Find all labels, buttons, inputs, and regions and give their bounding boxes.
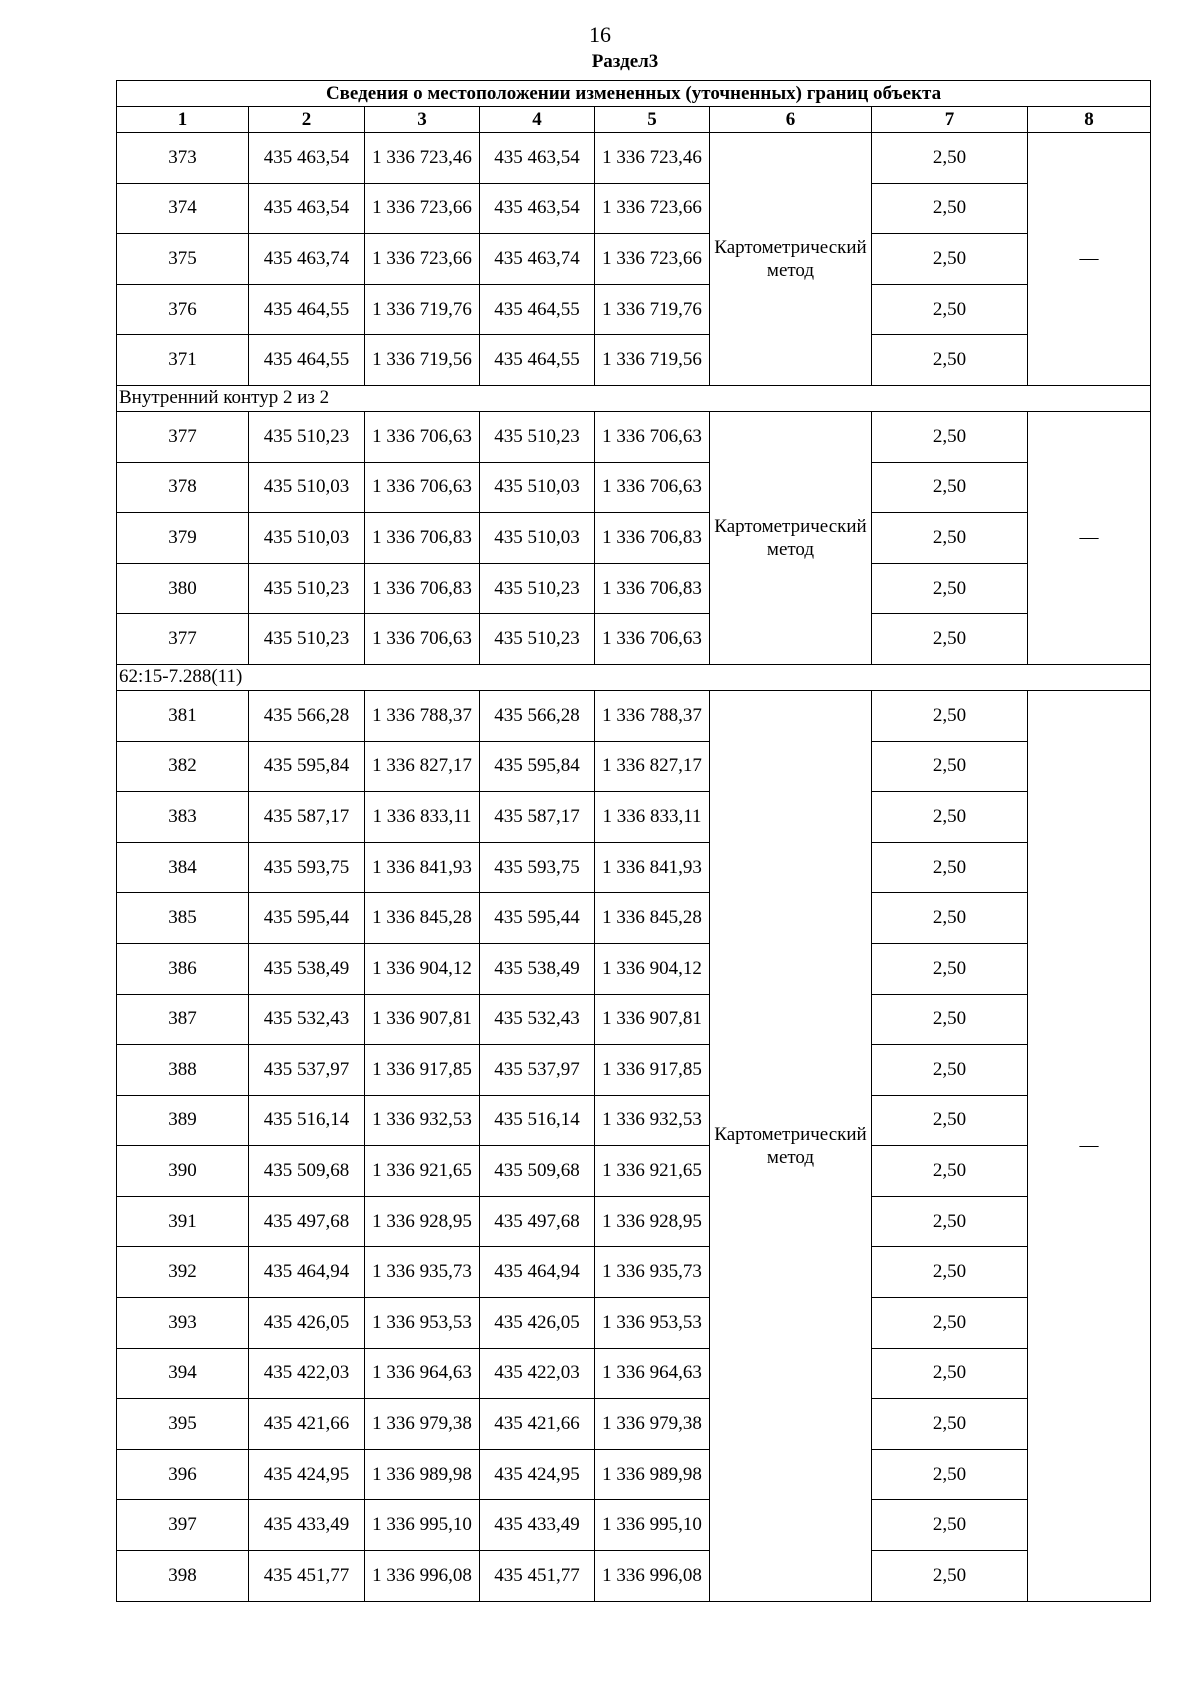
point-number-cell: 388 [117,1045,249,1096]
precision-cell: 2,50 [872,563,1028,614]
x-new-cell: 435 451,77 [480,1551,595,1602]
y-new-cell: 1 336 706,83 [595,563,710,614]
y-new-cell: 1 336 723,66 [595,183,710,234]
x-old-cell: 435 497,68 [249,1196,365,1247]
x-old-cell: 435 587,17 [249,792,365,843]
precision-cell: 2,50 [872,842,1028,893]
y-new-cell: 1 336 706,63 [595,462,710,513]
point-number-cell: 393 [117,1298,249,1349]
contour-label: 62:15-7.288(11) [117,664,1151,690]
y-new-cell: 1 336 932,53 [595,1095,710,1146]
table-row [117,842,1151,893]
table-row [117,1348,1151,1399]
y-old-cell: 1 336 706,63 [365,462,480,513]
column-number: 8 [1028,107,1151,133]
point-number-cell: 398 [117,1551,249,1602]
x-new-cell: 435 464,55 [480,284,595,335]
table-row [117,690,1151,741]
x-new-cell: 435 421,66 [480,1399,595,1450]
point-number-cell: 379 [117,513,249,564]
table-row [117,1449,1151,1500]
point-number-cell: 376 [117,284,249,335]
x-old-cell: 435 510,03 [249,513,365,564]
y-new-cell: 1 336 723,66 [595,234,710,285]
table-row [117,1095,1151,1146]
x-old-cell: 435 426,05 [249,1298,365,1349]
contour-label-row [117,664,1151,690]
precision-cell: 2,50 [872,513,1028,564]
y-old-cell: 1 336 706,63 [365,411,480,462]
precision-cell: 2,50 [872,411,1028,462]
point-number-cell: 397 [117,1500,249,1551]
y-old-cell: 1 336 964,63 [365,1348,480,1399]
x-old-cell: 435 510,23 [249,411,365,462]
precision-cell: 2,50 [872,1045,1028,1096]
x-new-cell: 435 463,54 [480,183,595,234]
x-old-cell: 435 566,28 [249,690,365,741]
y-old-cell: 1 336 833,11 [365,792,480,843]
x-new-cell: 435 538,49 [480,943,595,994]
x-new-cell: 435 593,75 [480,842,595,893]
y-old-cell: 1 336 953,53 [365,1298,480,1349]
x-new-cell: 435 463,54 [480,133,595,184]
y-new-cell: 1 336 979,38 [595,1399,710,1450]
table-row [117,335,1151,386]
table-row [117,1146,1151,1197]
precision-cell: 2,50 [872,943,1028,994]
point-number-cell: 378 [117,462,249,513]
x-new-cell: 435 510,23 [480,411,595,462]
x-new-cell: 435 510,03 [480,513,595,564]
point-number-cell: 394 [117,1348,249,1399]
y-old-cell: 1 336 995,10 [365,1500,480,1551]
point-number-cell: 390 [117,1146,249,1197]
x-old-cell: 435 516,14 [249,1095,365,1146]
table-caption-row [117,81,1151,107]
y-new-cell: 1 336 706,63 [595,411,710,462]
y-new-cell: 1 336 723,46 [595,133,710,184]
column-number: 3 [365,107,480,133]
precision-cell: 2,50 [872,133,1028,184]
x-old-cell: 435 451,77 [249,1551,365,1602]
x-new-cell: 435 463,74 [480,234,595,285]
x-new-cell: 435 424,95 [480,1449,595,1500]
point-number-cell: 386 [117,943,249,994]
x-new-cell: 435 510,03 [480,462,595,513]
y-new-cell: 1 336 841,93 [595,842,710,893]
y-old-cell: 1 336 841,93 [365,842,480,893]
y-old-cell: 1 336 996,08 [365,1551,480,1602]
precision-cell: 2,50 [872,741,1028,792]
table-row [117,792,1151,843]
precision-cell: 2,50 [872,1348,1028,1399]
x-new-cell: 435 516,14 [480,1095,595,1146]
x-new-cell: 435 510,23 [480,614,595,665]
table-row [117,1045,1151,1096]
column-number: 2 [249,107,365,133]
point-number-cell: 387 [117,994,249,1045]
y-new-cell: 1 336 928,95 [595,1196,710,1247]
table-row [117,614,1151,665]
column-number: 5 [595,107,710,133]
y-old-cell: 1 336 928,95 [365,1196,480,1247]
y-old-cell: 1 336 845,28 [365,893,480,944]
point-number-cell: 392 [117,1247,249,1298]
column-number: 6 [710,107,872,133]
point-number-cell: 374 [117,183,249,234]
y-old-cell: 1 336 917,85 [365,1045,480,1096]
y-new-cell: 1 336 827,17 [595,741,710,792]
y-old-cell: 1 336 979,38 [365,1399,480,1450]
table-row [117,1551,1151,1602]
table-caption: Сведения о местоположении измененных (уточненных) границ объекта [117,81,1151,107]
x-new-cell: 435 509,68 [480,1146,595,1197]
table-row [117,462,1151,513]
y-new-cell: 1 336 788,37 [595,690,710,741]
precision-cell: 2,50 [872,1449,1028,1500]
method-cell: Картометрический метод [710,133,872,386]
x-new-cell: 435 426,05 [480,1298,595,1349]
y-new-cell: 1 336 989,98 [595,1449,710,1500]
y-new-cell: 1 336 706,63 [595,614,710,665]
table-row [117,133,1151,184]
precision-cell: 2,50 [872,183,1028,234]
point-number-cell: 384 [117,842,249,893]
table-row [117,234,1151,285]
y-old-cell: 1 336 904,12 [365,943,480,994]
contour-label: Внутренний контур 2 из 2 [117,385,1151,411]
x-old-cell: 435 509,68 [249,1146,365,1197]
column-number: 7 [872,107,1028,133]
point-number-cell: 380 [117,563,249,614]
precision-cell: 2,50 [872,1196,1028,1247]
x-old-cell: 435 510,03 [249,462,365,513]
x-old-cell: 435 463,54 [249,183,365,234]
page-number: 16 [589,22,611,47]
table-row [117,1399,1151,1450]
y-new-cell: 1 336 996,08 [595,1551,710,1602]
x-new-cell: 435 532,43 [480,994,595,1045]
x-old-cell: 435 422,03 [249,1348,365,1399]
y-new-cell: 1 336 921,65 [595,1146,710,1197]
point-number-cell: 385 [117,893,249,944]
y-new-cell: 1 336 833,11 [595,792,710,843]
x-new-cell: 435 497,68 [480,1196,595,1247]
x-new-cell: 435 595,84 [480,741,595,792]
y-old-cell: 1 336 706,63 [365,614,480,665]
table-row [117,563,1151,614]
point-number-cell: 382 [117,741,249,792]
y-old-cell: 1 336 788,37 [365,690,480,741]
column-8-cell: — [1028,411,1151,664]
x-new-cell: 435 587,17 [480,792,595,843]
column-number: 1 [117,107,249,133]
point-number-cell: 371 [117,335,249,386]
precision-cell: 2,50 [872,690,1028,741]
precision-cell: 2,50 [872,1146,1028,1197]
y-old-cell: 1 336 989,98 [365,1449,480,1500]
x-new-cell: 435 566,28 [480,690,595,741]
y-old-cell: 1 336 827,17 [365,741,480,792]
point-number-cell: 383 [117,792,249,843]
x-old-cell: 435 464,55 [249,284,365,335]
x-new-cell: 435 464,55 [480,335,595,386]
x-new-cell: 435 422,03 [480,1348,595,1399]
point-number-cell: 373 [117,133,249,184]
x-old-cell: 435 463,54 [249,133,365,184]
y-new-cell: 1 336 719,56 [595,335,710,386]
precision-cell: 2,50 [872,994,1028,1045]
table-row [117,943,1151,994]
table-row [117,284,1151,335]
point-number-cell: 389 [117,1095,249,1146]
x-old-cell: 435 464,55 [249,335,365,386]
column-number: 4 [480,107,595,133]
table-row [117,893,1151,944]
coordinates-table [116,80,1151,1602]
y-old-cell: 1 336 723,66 [365,183,480,234]
x-old-cell: 435 593,75 [249,842,365,893]
point-number-cell: 377 [117,411,249,462]
y-new-cell: 1 336 719,76 [595,284,710,335]
table-row [117,1196,1151,1247]
y-old-cell: 1 336 723,46 [365,133,480,184]
contour-label-row [117,385,1151,411]
x-old-cell: 435 510,23 [249,563,365,614]
y-new-cell: 1 336 907,81 [595,994,710,1045]
precision-cell: 2,50 [872,1095,1028,1146]
precision-cell: 2,50 [872,284,1028,335]
precision-cell: 2,50 [872,1247,1028,1298]
column-8-cell: — [1028,133,1151,386]
table-row [117,1247,1151,1298]
table-row [117,1500,1151,1551]
precision-cell: 2,50 [872,1298,1028,1349]
x-old-cell: 435 595,84 [249,741,365,792]
y-new-cell: 1 336 917,85 [595,1045,710,1096]
precision-cell: 2,50 [872,614,1028,665]
point-number-cell: 396 [117,1449,249,1500]
method-cell: Картометрический метод [710,411,872,664]
precision-cell: 2,50 [872,1500,1028,1551]
y-old-cell: 1 336 719,56 [365,335,480,386]
method-cell: Картометрический метод [710,690,872,1601]
x-old-cell: 435 464,94 [249,1247,365,1298]
point-number-cell: 375 [117,234,249,285]
column-number-row [117,107,1151,133]
table-row [117,411,1151,462]
precision-cell: 2,50 [872,1399,1028,1450]
point-number-cell: 391 [117,1196,249,1247]
precision-cell: 2,50 [872,1551,1028,1602]
y-new-cell: 1 336 904,12 [595,943,710,994]
table-row [117,1298,1151,1349]
y-old-cell: 1 336 719,76 [365,284,480,335]
y-old-cell: 1 336 935,73 [365,1247,480,1298]
y-old-cell: 1 336 907,81 [365,994,480,1045]
y-new-cell: 1 336 953,53 [595,1298,710,1349]
y-old-cell: 1 336 932,53 [365,1095,480,1146]
x-old-cell: 435 433,49 [249,1500,365,1551]
y-new-cell: 1 336 935,73 [595,1247,710,1298]
table-row [117,513,1151,564]
x-old-cell: 435 510,23 [249,614,365,665]
point-number-cell: 381 [117,690,249,741]
x-new-cell: 435 510,23 [480,563,595,614]
x-new-cell: 435 464,94 [480,1247,595,1298]
x-old-cell: 435 532,43 [249,994,365,1045]
precision-cell: 2,50 [872,462,1028,513]
x-new-cell: 435 433,49 [480,1500,595,1551]
table-row [117,741,1151,792]
precision-cell: 2,50 [872,792,1028,843]
y-new-cell: 1 336 964,63 [595,1348,710,1399]
table-row [117,994,1151,1045]
y-old-cell: 1 336 723,66 [365,234,480,285]
x-old-cell: 435 595,44 [249,893,365,944]
section-title: Раздел3 [591,51,659,72]
y-old-cell: 1 336 921,65 [365,1146,480,1197]
y-new-cell: 1 336 995,10 [595,1500,710,1551]
point-number-cell: 395 [117,1399,249,1450]
table-body [117,133,1151,1602]
x-old-cell: 435 424,95 [249,1449,365,1500]
x-old-cell: 435 463,74 [249,234,365,285]
y-old-cell: 1 336 706,83 [365,513,480,564]
x-old-cell: 435 538,49 [249,943,365,994]
precision-cell: 2,50 [872,234,1028,285]
y-new-cell: 1 336 845,28 [595,893,710,944]
precision-cell: 2,50 [872,335,1028,386]
y-old-cell: 1 336 706,83 [365,563,480,614]
precision-cell: 2,50 [872,893,1028,944]
x-new-cell: 435 537,97 [480,1045,595,1096]
x-new-cell: 435 595,44 [480,893,595,944]
column-8-cell: — [1028,690,1151,1601]
x-old-cell: 435 421,66 [249,1399,365,1450]
table-row [117,183,1151,234]
x-old-cell: 435 537,97 [249,1045,365,1096]
point-number-cell: 377 [117,614,249,665]
y-new-cell: 1 336 706,83 [595,513,710,564]
